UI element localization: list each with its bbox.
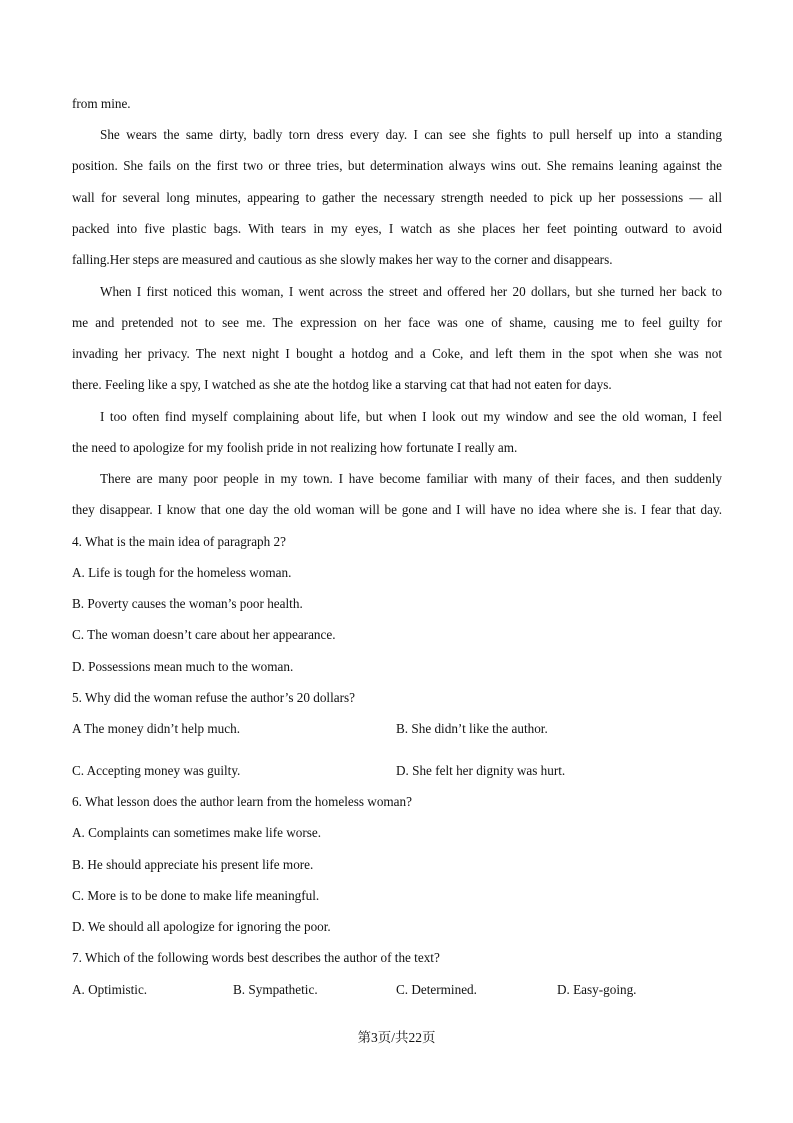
- question-4-option-d: D. Possessions mean much to the woman.: [72, 659, 294, 674]
- question-4-option-b: B. Poverty causes the woman’s poor health.: [72, 596, 303, 611]
- passage-line: I too often find myself complaining about life, but when I look out my window and see the old woman, I feel: [100, 409, 722, 424]
- passage-line: from mine.: [72, 96, 131, 111]
- passage-line: there. Feeling like a spy, I watched as she ate the hotdog like a starving cat that had not eaten for days.: [72, 377, 612, 392]
- question-6-option-b: B. He should appreciate his present life more.: [72, 857, 314, 872]
- passage-line: She wears the same dirty, badly torn dress every day. I can see she fights to pull herself up into a standing: [100, 127, 722, 142]
- question-5-option-b: B. She didn’t like the author.: [396, 721, 548, 736]
- passage-line: When I first noticed this woman, I went across the street and offered her 20 dollars, but she turned her back to: [100, 284, 722, 299]
- question-5-option-a: A The money didn’t help much.: [72, 721, 240, 736]
- question-4-option-a: A. Life is tough for the homeless woman.: [72, 565, 292, 580]
- question-4-stem: 4. What is the main idea of paragraph 2?: [72, 534, 286, 549]
- question-7-option-c: C. Determined.: [396, 982, 477, 997]
- page-number: 第3页/共22页: [357, 1030, 436, 1045]
- question-7-option-b: B. Sympathetic.: [233, 982, 318, 997]
- question-6-option-d: D. We should all apologize for ignoring the poor.: [72, 919, 331, 934]
- question-5-option-d: D. She felt her dignity was hurt.: [396, 763, 566, 778]
- passage-line: they disappear. I know that one day the old woman will be gone and I will have no idea where she is. I fear that day.: [72, 502, 722, 517]
- passage-line: There are many poor people in my town. I have become familiar with many of their faces, and then suddenly: [100, 471, 722, 486]
- passage-line: falling.Her steps are measured and cautious as she slowly makes her way to the corner and disappears.: [72, 252, 613, 267]
- question-7-stem: 7. Which of the following words best describes the author of the text?: [72, 950, 440, 965]
- question-6-option-c: C. More is to be done to make life meaningful.: [72, 888, 320, 903]
- question-5-option-c: C. Accepting money was guilty.: [72, 763, 241, 778]
- question-6-option-a: A. Complaints can sometimes make life worse.: [72, 825, 322, 840]
- passage-line: packed into five plastic bags. With tears in my eyes, I watch as she places her feet pointing outward to avoid: [72, 221, 722, 236]
- passage-line: position. She fails on the first two or three tries, but determination always wins out. She remains leaning against the: [72, 158, 722, 173]
- question-6-stem: 6. What lesson does the author learn from the homeless woman?: [72, 794, 412, 809]
- question-4-option-c: C. The woman doesn’t care about her appearance.: [72, 627, 336, 642]
- question-7-option-d: D. Easy-going.: [557, 982, 637, 997]
- passage-line: invading her privacy. The next night I bought a hotdog and a Coke, and left them in the spot when she was not: [72, 346, 722, 361]
- passage-line: me and pretended not to see me. The expression on her face was one of shame, causing me to feel guilty for: [72, 315, 722, 330]
- question-5-stem: 5. Why did the woman refuse the author’s 20 dollars?: [72, 690, 355, 705]
- passage-line: wall for several long minutes, appearing to gather the necessary strength needed to pick up her possessions — all: [72, 190, 722, 205]
- passage-line: the need to apologize for my foolish pride in not realizing how fortunate I really am.: [72, 440, 518, 455]
- question-7-option-a: A. Optimistic.: [72, 982, 148, 997]
